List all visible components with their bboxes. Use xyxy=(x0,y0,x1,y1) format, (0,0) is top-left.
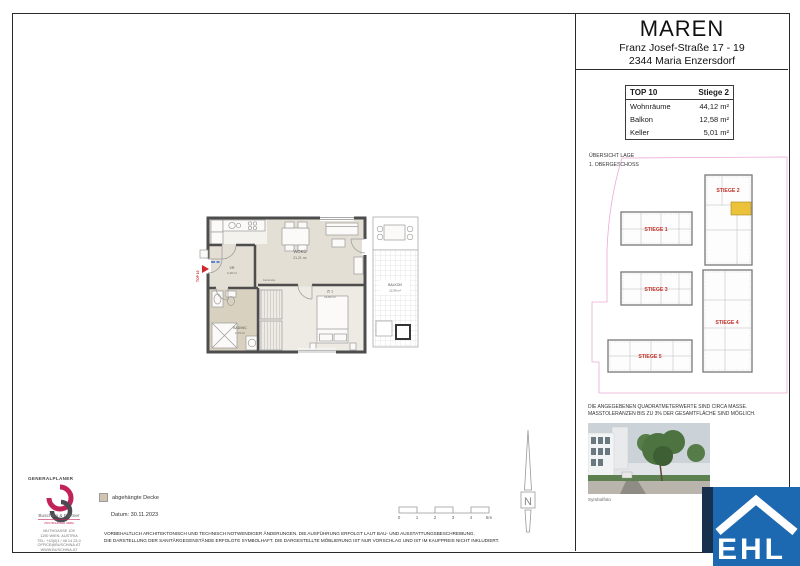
unit-table-header xyxy=(626,86,733,100)
stiege-label: STIEGE 3 xyxy=(644,287,668,293)
overview-title: ÜBERSICHT LAGE xyxy=(589,153,635,159)
scale-bar-shape xyxy=(399,507,489,513)
room-name: ZI 1 xyxy=(326,289,334,294)
unit-table xyxy=(625,85,734,140)
tree xyxy=(687,444,705,462)
table-row xyxy=(626,100,733,113)
building-stiege-5 xyxy=(608,340,692,372)
oven xyxy=(211,232,223,244)
washing-machine xyxy=(246,336,258,350)
row-value: 12,58 m² xyxy=(699,115,729,124)
legend xyxy=(99,493,159,502)
closet-label: Garderobe xyxy=(262,279,276,282)
ehl-logo xyxy=(700,480,800,566)
terrace xyxy=(373,217,418,250)
row-label: Wohnräume xyxy=(630,102,671,111)
north-needle-icon xyxy=(525,430,532,490)
photo-caption: Symbolfoto xyxy=(588,497,611,502)
sideboard xyxy=(354,257,363,274)
tree xyxy=(653,446,673,466)
building-stiege-1 xyxy=(621,212,692,245)
room-name: VR xyxy=(229,266,235,270)
sqm-note-1: DIE ANGEGEBENEN QUADRATMETERWERTE SIND CIRCA MASSE. xyxy=(588,404,748,410)
stiege-label: STIEGE 5 xyxy=(638,354,662,360)
tech-symbol xyxy=(217,261,220,263)
project-address-city: 2344 Maria Enzersdorf xyxy=(628,55,736,67)
table-row xyxy=(626,126,733,139)
entrance-opening xyxy=(205,259,211,274)
planner-address-line: TEL: +43(0)1 / 48 14 23-0 xyxy=(37,538,81,543)
balcony-shaft xyxy=(396,325,410,339)
stiege-label: STIEGE 1 xyxy=(644,227,668,233)
sqm-note-2: MASSTOLERANZEN BIS ZU 3% DER GESAMTFLÄCHE SIND MÖGLICH. xyxy=(588,411,756,417)
dining-table xyxy=(282,228,309,245)
room-area: 4,18 m² xyxy=(226,271,238,275)
stiege-label: STIEGE 4 xyxy=(715,320,739,326)
building-stiege-3 xyxy=(621,272,692,305)
planner-address-line: WWW.BUSCHINA.AT xyxy=(40,548,78,553)
north-label: N xyxy=(524,496,532,508)
wardrobe xyxy=(260,290,282,319)
symbol-photo xyxy=(588,423,710,494)
room-area: 4,73 m² xyxy=(234,331,246,335)
room-area: 14,82 m² xyxy=(324,295,336,299)
car xyxy=(622,472,632,478)
planner-heading: GENERALPLANER xyxy=(28,476,74,481)
apartment-floorplan xyxy=(170,195,440,370)
scale-ticks xyxy=(398,515,493,520)
ehl-wordmark: EHL xyxy=(717,533,786,566)
terrace-table xyxy=(384,225,405,240)
building-stiege-4 xyxy=(703,270,752,372)
planner-address xyxy=(28,529,90,553)
site-overview-plan xyxy=(585,150,790,400)
scale-tick: 2 xyxy=(433,515,437,520)
nightstand xyxy=(350,343,356,350)
planner-subtitle: ZIVILTECHNIKER GMBH xyxy=(44,522,74,525)
header-divider xyxy=(576,69,788,70)
scale-tick: 3 xyxy=(451,515,455,520)
project-address-street: Franz Josef-Straße 17 - 19 xyxy=(619,42,745,54)
scale-bar xyxy=(393,497,508,521)
room-name: WOKÜ xyxy=(293,249,307,254)
date-label: Datum: 30.11.2023 xyxy=(111,512,159,518)
planner-address-line: MUTHGASSE 109 xyxy=(43,529,75,533)
column-divider xyxy=(575,13,576,551)
unit-number: TOP 10 xyxy=(630,88,658,97)
planner-company: Buschina & Partner xyxy=(38,514,80,519)
toilet-tank xyxy=(226,291,236,297)
scale-tick: 5m xyxy=(485,515,493,520)
planner-address-line: OFFICE@BUSCHINA.AT xyxy=(37,543,81,548)
logo-rule xyxy=(38,519,80,520)
room-area: 21,21 m² xyxy=(293,256,307,260)
row-label: Balkon xyxy=(630,115,653,124)
overview-floor: 1. OBERGESCHOSS xyxy=(589,162,639,168)
room-name: BAD/WC xyxy=(233,326,247,330)
unit-stiege: Stiege 2 xyxy=(698,88,729,97)
building-stiege-2 xyxy=(705,175,752,265)
suspended-ceiling-swatch xyxy=(99,493,108,502)
ground xyxy=(588,481,710,494)
stiege-label: STIEGE 2 xyxy=(716,188,740,194)
hedge xyxy=(588,475,710,482)
scale-tick: 4 xyxy=(469,515,473,520)
room-name: BALKON xyxy=(388,283,402,287)
disclaimer-line-1: VORBEHALTLICH ARCHITEKTONISCH UND TECHNISCH NOTWENDIGER ÄNDERUNGEN. DIE AUSFÜHRUNG ERFOLGT LAUT BAU- UND AUSSTATTUNGSBESCHREIBUNG. xyxy=(104,531,475,536)
wardrobe xyxy=(260,321,282,350)
chair xyxy=(298,222,307,228)
pillow xyxy=(334,334,347,341)
tech-symbol xyxy=(211,261,215,263)
balcony xyxy=(373,250,418,347)
fridge xyxy=(211,220,223,232)
room-area: 12,58 m² xyxy=(389,288,401,293)
ehl-navy-strip xyxy=(702,487,713,553)
coffee-table xyxy=(332,239,345,247)
row-value: 5,01 m² xyxy=(703,128,729,137)
sofa xyxy=(326,223,358,235)
scale-tick: 1 xyxy=(415,515,419,520)
window-opening xyxy=(320,216,354,221)
window-opening xyxy=(298,349,336,354)
row-value: 44,12 m² xyxy=(699,102,729,111)
meter-cabinet xyxy=(200,250,208,258)
planner-logo xyxy=(30,481,88,527)
table-row xyxy=(626,113,733,126)
north-arrow xyxy=(514,428,542,533)
chair xyxy=(285,222,294,228)
project-title: MAREN xyxy=(639,16,725,41)
scale-tick: 0 xyxy=(397,515,401,520)
legend-label: abgehängte Decke xyxy=(112,494,159,501)
balcony-planter xyxy=(376,321,392,336)
row-label: Keller xyxy=(630,128,650,137)
disclaimer-line-2: DIE DARSTELLUNG DER SANITÄRGEGENSTÄNDE ERFOLGTE SYMBOLHAFT. DIE DARGESTELLTE MÖBLIERUNG IST NUR VORSCHLAG UND IST IM KAUFPREIS NICHT INKLUDIERT. xyxy=(104,538,500,543)
highlighted-unit-top10 xyxy=(731,202,751,215)
entrance-label: TOP 10 xyxy=(196,270,200,282)
north-needle-tail xyxy=(525,510,531,532)
pillow xyxy=(320,334,333,341)
kitchen-counter xyxy=(223,220,265,231)
building xyxy=(612,427,628,469)
planner-address-line: 1190 WIEN, AUSTRIA xyxy=(40,533,78,538)
